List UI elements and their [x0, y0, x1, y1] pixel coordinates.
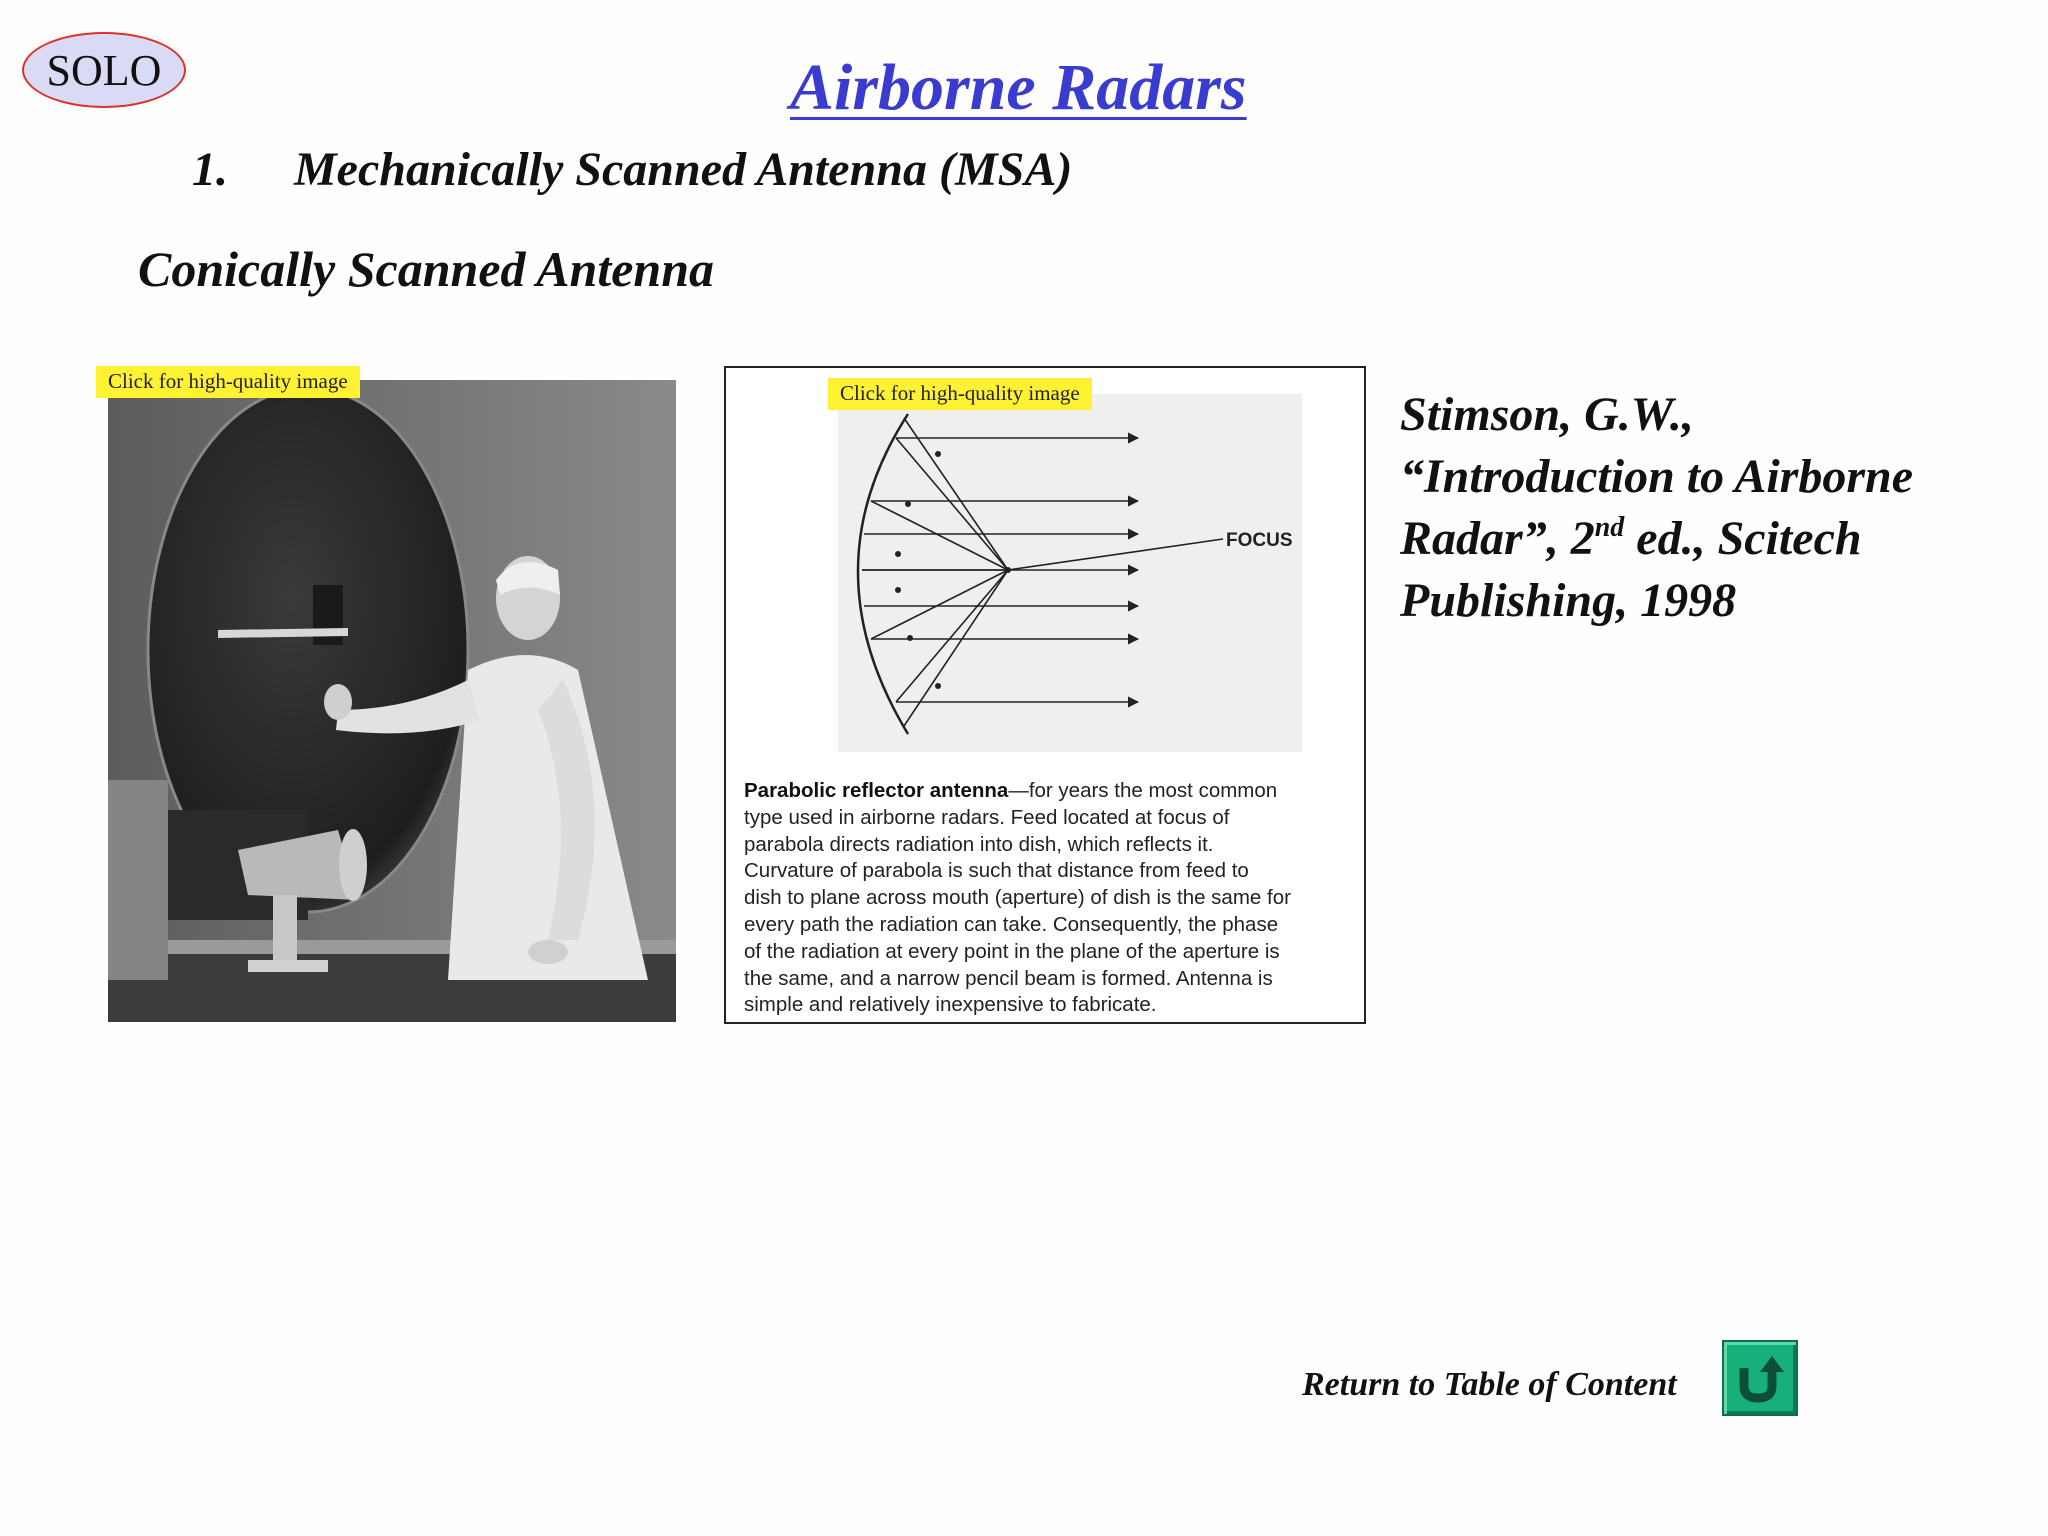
return-to-toc-button[interactable] — [1722, 1340, 1798, 1416]
section-number: 1. — [192, 143, 228, 196]
slide-title[interactable]: Airborne Radars — [790, 51, 1247, 124]
section-title: Mechanically Scanned Antenna (MSA) — [294, 143, 1073, 196]
solo-logo-text: SOLO — [46, 45, 162, 95]
caption-line: simple and relatively inexpensive to fabricate. — [744, 993, 1157, 1017]
reference-line: “Introduction to Airborne — [1400, 450, 1914, 503]
reference-text: Radar”, 2 — [1400, 512, 1595, 565]
return-arrow-icon — [1724, 1342, 1796, 1414]
antenna-photo[interactable] — [108, 380, 676, 1022]
caption-line: of the radiation at every point in the plane of the aperture is — [744, 939, 1280, 963]
caption-line: parabola directs radiation into dish, which reflects it. — [744, 832, 1214, 856]
subsection-title: Conically Scanned Antenna — [138, 241, 715, 297]
photo-high-quality-link[interactable]: Click for high-quality image — [96, 366, 360, 398]
caption-line: type used in airborne radars. Feed located at focus of — [744, 805, 1230, 829]
reference-line — [1400, 508, 2020, 570]
caption-line: the same, and a narrow pencil beam is formed. Antenna is — [744, 966, 1273, 990]
parabolic-reflector-figure — [724, 366, 1366, 1024]
reference-superscript: nd — [1594, 512, 1625, 543]
diagram-caption — [744, 778, 1358, 1019]
parabolic-reflector-diagram[interactable] — [838, 394, 1302, 752]
reference-citation — [1400, 384, 2020, 632]
caption-line: every path the radiation can take. Consequently, the phase — [744, 912, 1279, 936]
diagram-high-quality-link[interactable]: Click for high-quality image — [828, 378, 1092, 410]
reference-text: ed., Scitech — [1624, 512, 1862, 565]
caption-line: Curvature of parabola is such that distance from feed to — [744, 859, 1249, 883]
caption-line: dish to plane across mouth (aperture) of dish is the same for — [744, 886, 1291, 910]
caption-bold-term: Parabolic reflector antenna — [744, 779, 1009, 802]
reference-line: Stimson, G.W., — [1400, 388, 1694, 441]
antenna-photo-illustration — [108, 380, 676, 1022]
return-to-toc-link[interactable]: Return to Table of Content — [1302, 1366, 1677, 1403]
caption-line: —for years the most common — [1008, 779, 1278, 802]
reference-line: Publishing, 1998 — [1400, 574, 1737, 627]
focus-label: FOCUS — [1226, 530, 1293, 551]
